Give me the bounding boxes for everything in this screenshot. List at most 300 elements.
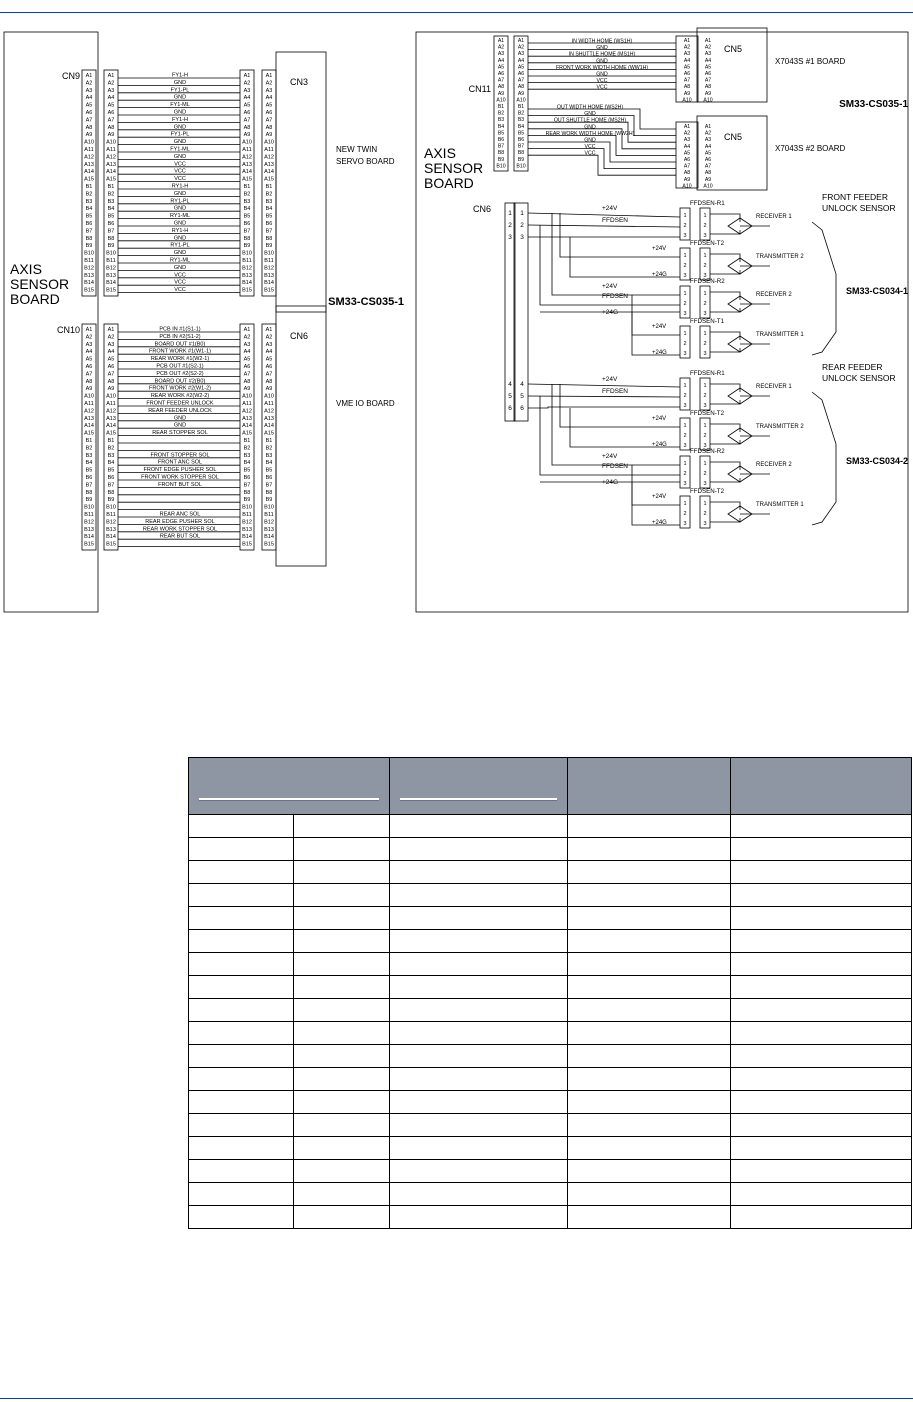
signal-label: GND <box>173 109 187 116</box>
pin-label: A6 <box>265 364 273 370</box>
pin-label: B1 <box>85 438 93 444</box>
pin-label: A5 <box>85 102 93 109</box>
pin-label: A8 <box>517 84 525 91</box>
pin-label: A8 <box>243 124 251 131</box>
net-label: FFDSEN <box>602 388 628 395</box>
signal-label: REAR WORK STOPPER SOL <box>142 526 218 533</box>
pin-label: A12 <box>106 154 116 161</box>
pin-label: B6 <box>497 137 505 143</box>
table-cell <box>189 1137 294 1160</box>
connector-label: FFDSEN-T1 <box>690 318 725 325</box>
pin-label: B5 <box>107 467 115 474</box>
device-label: TRANSMITTER 2 <box>756 424 804 430</box>
table-cell <box>568 1183 731 1206</box>
table-cell <box>390 861 568 884</box>
signal-label: FRONT WORK STOPPER SOL <box>141 474 219 481</box>
pin-label: B8 <box>107 489 115 496</box>
pin-label: A15 <box>84 430 94 437</box>
pin-label: B12 <box>106 265 116 272</box>
pin-label: 2 <box>703 263 707 269</box>
pin-label: 2 <box>703 223 707 229</box>
pin-label: A9 <box>265 386 273 393</box>
wiring-diagram <box>0 0 913 640</box>
pin-label: A13 <box>242 415 252 422</box>
table-cell <box>390 1183 568 1206</box>
net-label: FFDSEN <box>602 463 628 470</box>
pin-label: A10 <box>242 139 252 146</box>
pin-label: A5 <box>107 102 115 109</box>
pin-label: 3 <box>508 234 512 241</box>
table-cell <box>189 1183 294 1206</box>
table-cell <box>189 861 294 884</box>
target-connector-label: CN6 <box>290 331 309 341</box>
signal-wire <box>528 149 676 169</box>
part-number: SM33-CS035-1 <box>328 296 404 308</box>
pin-label: A1 <box>517 38 525 44</box>
signal-label: VCC <box>174 176 186 183</box>
pin-label: B7 <box>243 482 251 489</box>
pin-label: A15 <box>264 176 274 183</box>
signal-label: VCC <box>596 84 608 91</box>
pin-label: B14 <box>106 280 116 287</box>
pin-label: B7 <box>107 482 115 489</box>
table-cell <box>189 930 294 953</box>
pin-label: 2 <box>683 263 687 269</box>
pin-label: A13 <box>106 161 116 168</box>
pin-label: B10 <box>106 504 116 511</box>
pin-label: B1 <box>497 104 505 110</box>
board-label: BOARD <box>10 291 60 307</box>
pin-label: A6 <box>243 364 251 370</box>
pin-label: A4 <box>683 57 691 64</box>
net-label: +24G <box>602 479 619 486</box>
pin-label: 1 <box>703 213 707 219</box>
pin-label: A7 <box>683 77 691 84</box>
pin-label: 2 <box>703 471 707 477</box>
pin-label: A4 <box>497 57 505 64</box>
target-board-label: X7043S #1 BOARD <box>775 57 846 66</box>
pin-label: B15 <box>242 541 252 548</box>
connector-label: CN10 <box>56 325 80 335</box>
pin-label: A9 <box>107 386 115 393</box>
signal-label: GND <box>173 250 187 257</box>
table-row <box>189 999 912 1022</box>
table-cell <box>294 1068 390 1091</box>
pin-label: A9 <box>704 176 712 183</box>
table-cell <box>731 907 912 930</box>
pin-label: 3 <box>683 443 687 449</box>
pin-label: B9 <box>107 243 115 250</box>
pin-label: A11 <box>106 147 116 153</box>
pin-label: 1 <box>683 213 687 219</box>
pin-label: A8 <box>704 84 712 91</box>
pin-label: A7 <box>683 163 691 170</box>
pin-label: A3 <box>497 51 505 58</box>
connector-label: FFDSEN-R2 <box>690 448 725 455</box>
pin-label: B1 <box>107 438 115 444</box>
cn5-label: CN5 <box>724 132 743 142</box>
pin-label: A13 <box>84 415 94 422</box>
signal-label: GND <box>173 415 187 422</box>
table-cell <box>731 861 912 884</box>
table-cell <box>294 1114 390 1137</box>
pin-label: B2 <box>243 191 251 198</box>
net-label: +24V <box>652 494 667 500</box>
pin-label: B4 <box>85 460 93 467</box>
pin-label: 2 <box>703 433 707 439</box>
pin-label: A7 <box>85 117 93 124</box>
table-cell <box>189 1068 294 1091</box>
pin-label: A4 <box>85 349 93 356</box>
pin-label: A7 <box>704 163 712 170</box>
table-cell <box>189 907 294 930</box>
signal-label: REAR ANC SOL <box>159 511 201 518</box>
signal-label: VCC <box>174 287 186 294</box>
pin-label: 1 <box>520 210 524 217</box>
pin-label: A6 <box>704 71 712 77</box>
table-cell <box>568 838 731 861</box>
table-cell <box>294 815 390 838</box>
table-row <box>189 953 912 976</box>
pin-label: B14 <box>242 534 252 541</box>
table-cell <box>294 907 390 930</box>
net-label: +24V <box>652 324 667 330</box>
table-cell <box>568 1022 731 1045</box>
table-cell <box>294 976 390 999</box>
table-cell <box>731 815 912 838</box>
pin-label: A8 <box>265 378 273 385</box>
bracket <box>812 222 836 355</box>
pin-label: B2 <box>243 445 251 452</box>
pin-label: 1 <box>703 331 707 337</box>
sensor-title: UNLOCK SENSOR <box>822 203 896 213</box>
target-board-label: NEW TWIN <box>336 145 378 154</box>
pin-label: B14 <box>106 534 116 541</box>
table-row <box>189 1183 912 1206</box>
pin-label: A3 <box>265 87 273 94</box>
table-cell <box>294 884 390 907</box>
signal-label: OUT SHUTTLE HOME (MS2H) <box>553 117 627 124</box>
table-cell <box>390 1137 568 1160</box>
table-row <box>189 976 912 999</box>
signal-label: GND <box>173 235 187 242</box>
pin-label: B2 <box>517 110 525 117</box>
pin-label: A11 <box>242 401 252 407</box>
pin-label: B2 <box>85 191 93 198</box>
pin-label: 1 <box>703 423 707 429</box>
pin-label: A3 <box>265 341 273 348</box>
pin-label: B15 <box>264 287 274 294</box>
pin-label: A3 <box>704 137 712 144</box>
pin-label: A3 <box>517 51 525 58</box>
board-label: SENSOR <box>424 160 484 176</box>
net-label: FFDSEN <box>602 217 628 224</box>
pin-label: B5 <box>265 467 273 474</box>
pin-label: A6 <box>704 157 712 163</box>
pin-label: 5 <box>508 393 512 400</box>
pin-label: B12 <box>242 519 252 526</box>
table-cell <box>294 1160 390 1183</box>
table-cell <box>390 1114 568 1137</box>
signal-label: GND <box>173 190 187 197</box>
pin-label: A2 <box>243 80 251 87</box>
table-cell <box>390 1206 568 1229</box>
pin-label: A10 <box>264 393 274 400</box>
blank-table <box>188 757 912 1229</box>
net-label: FFDSEN <box>602 293 628 300</box>
signal-label: REAR FEEDER UNLOCK <box>148 407 212 414</box>
table-cell <box>731 838 912 861</box>
pin-label: B11 <box>106 258 116 264</box>
pin-label: A14 <box>106 169 116 176</box>
pin-label: A11 <box>242 147 252 153</box>
signal-wire <box>528 407 680 408</box>
pin-label: B4 <box>243 206 251 213</box>
pin-label: A10 <box>682 183 692 190</box>
pin-label: B4 <box>265 206 273 213</box>
pin-label: B3 <box>517 117 525 124</box>
signal-label: RY1-PL <box>170 198 190 205</box>
pin-label: A2 <box>265 334 273 341</box>
pin-label: A6 <box>265 110 273 116</box>
signal-label: PCB OUT #1(S2-1) <box>156 363 204 370</box>
pin-label: A6 <box>107 110 115 116</box>
signal-label: REAR WORK #1(W2-1) <box>150 356 210 363</box>
pin-label: A3 <box>683 51 691 58</box>
pin-label: A12 <box>242 408 252 415</box>
table-cell <box>731 953 912 976</box>
pin-label: B2 <box>85 445 93 452</box>
pin-label: A5 <box>683 64 691 71</box>
signal-wire <box>528 225 680 227</box>
signal-label: FRONT ANC SOL <box>157 459 203 466</box>
pin-label: A14 <box>106 423 116 430</box>
table-row <box>189 1137 912 1160</box>
pin-label: B8 <box>85 489 93 496</box>
pin-label: A8 <box>683 84 691 91</box>
signal-label: REAR WORK WIDTH HOME (WW2H) <box>545 130 635 137</box>
pin-label: B6 <box>243 221 251 227</box>
net-label: +24G <box>602 309 619 316</box>
pin-label: B9 <box>107 497 115 504</box>
connector-label: FFDSEN-T2 <box>690 488 725 495</box>
pin-label: 2 <box>703 393 707 399</box>
pin-label: A7 <box>107 117 115 124</box>
pin-label: 3 <box>683 521 687 527</box>
pin-label: A3 <box>107 341 115 348</box>
table-cell <box>390 1022 568 1045</box>
pin-label: B8 <box>517 150 525 157</box>
signal-label: RY1-PL <box>170 242 190 249</box>
table-cell <box>390 884 568 907</box>
pin-label: A11 <box>106 401 116 407</box>
board-label: AXIS <box>10 261 42 277</box>
pin-label: 5 <box>520 393 524 400</box>
pin-label: A5 <box>107 356 115 363</box>
device-label: TRANSMITTER 2 <box>756 254 804 260</box>
table-cell <box>731 976 912 999</box>
pin-label: B9 <box>243 497 251 504</box>
net-label: +24G <box>652 350 667 356</box>
pin-label: 6 <box>508 405 512 412</box>
pin-label: A8 <box>243 378 251 385</box>
pin-label: B13 <box>84 526 94 533</box>
pin-label: A5 <box>243 356 251 363</box>
pin-label: B9 <box>497 156 505 163</box>
pin-label: A4 <box>265 349 273 356</box>
part-number: SM33-CS034-2 <box>845 456 908 466</box>
pin-label: 1 <box>703 291 707 297</box>
pin-label: A8 <box>85 378 93 385</box>
signal-wire <box>528 142 676 162</box>
signal-label: PCB IN #2(S1-2) <box>159 333 201 340</box>
pin-label: B14 <box>84 280 94 287</box>
pin-label: 6 <box>520 405 524 412</box>
pin-label: A8 <box>265 124 273 131</box>
pin-label: B12 <box>264 519 274 526</box>
pin-label: A10 <box>703 97 713 104</box>
pin-label: B5 <box>243 467 251 474</box>
pin-label: A6 <box>85 110 93 116</box>
pin-label: B1 <box>243 438 251 444</box>
pin-label: A12 <box>84 408 94 415</box>
table-cell <box>189 1045 294 1068</box>
pin-label: 2 <box>683 511 687 517</box>
footer-rule <box>0 1398 913 1399</box>
pin-label: B6 <box>517 137 525 143</box>
pin-label: A7 <box>265 371 273 378</box>
signal-label: RY1-ML <box>169 257 191 264</box>
pin-label: 2 <box>683 341 687 347</box>
pin-label: B8 <box>85 235 93 242</box>
table-cell <box>189 1114 294 1137</box>
table-cell <box>294 1045 390 1068</box>
pin-label: A11 <box>264 401 274 407</box>
pin-label: 2 <box>683 471 687 477</box>
pin-label: 1 <box>703 461 707 467</box>
pin-label: A6 <box>497 71 505 77</box>
pin-label: 3 <box>520 234 524 241</box>
target-board-box <box>276 52 326 312</box>
pin-label: A5 <box>704 150 712 157</box>
table-cell <box>731 1137 912 1160</box>
pin-label: B7 <box>265 482 273 489</box>
table-cell <box>390 1091 568 1114</box>
sensor-title: FRONT FEEDER <box>822 192 888 202</box>
pin-label: A3 <box>107 87 115 94</box>
pin-label: B13 <box>264 272 274 279</box>
table-cell <box>189 999 294 1022</box>
pin-label: A10 <box>84 139 94 146</box>
part-number: SM33-CS035-1 <box>839 99 908 110</box>
table-cell <box>568 884 731 907</box>
pin-label: A5 <box>243 102 251 109</box>
signal-label: RY1-H <box>171 183 189 190</box>
signal-label: GND <box>173 139 187 146</box>
pin-label: B1 <box>517 104 525 110</box>
table-cell <box>568 907 731 930</box>
signal-label: FY1-H <box>172 116 188 123</box>
pin-label: B8 <box>265 489 273 496</box>
signal-label: FRONT STOPPER SOL <box>150 452 210 459</box>
signal-label: REAR STOPPER SOL <box>152 430 208 437</box>
table-cell <box>294 1022 390 1045</box>
table-cell <box>390 907 568 930</box>
table-header-cell <box>390 758 568 815</box>
signal-label: GND <box>173 422 187 429</box>
pin-label: A14 <box>242 169 252 176</box>
table-cell <box>731 930 912 953</box>
pin-label: B8 <box>107 235 115 242</box>
pin-label: B11 <box>106 512 116 518</box>
pin-label: A2 <box>265 80 273 87</box>
pin-label: B11 <box>242 258 252 264</box>
signal-label: VCC <box>174 161 186 168</box>
table-cell <box>294 1137 390 1160</box>
signal-label: GND <box>584 137 596 144</box>
pin-label: B10 <box>242 504 252 511</box>
pin-label: A6 <box>107 364 115 370</box>
pin-label: B14 <box>264 280 274 287</box>
pin-label: A10 <box>106 139 116 146</box>
pin-label: A1 <box>704 38 712 44</box>
pin-label: 4 <box>508 381 512 388</box>
pin-label: A3 <box>704 51 712 58</box>
pin-label: B12 <box>242 265 252 272</box>
pin-label: A13 <box>106 415 116 422</box>
signal-label: BOARD OUT #1(B0) <box>154 341 206 348</box>
connector-label: FFDSEN-R1 <box>690 370 725 377</box>
table-header-cell <box>189 758 390 815</box>
signal-label: REAR WORK #2(W2-2) <box>150 393 210 400</box>
pin-label: A6 <box>85 364 93 370</box>
table-cell <box>731 1045 912 1068</box>
pin-label: B10 <box>264 250 274 257</box>
pin-label: A8 <box>704 170 712 177</box>
net-label: +24G <box>652 272 667 278</box>
pin-label: A9 <box>85 132 93 139</box>
signal-label: VCC <box>584 144 596 151</box>
pin-label: A9 <box>243 132 251 139</box>
pin-label: A8 <box>107 124 115 131</box>
pin-label: B9 <box>265 497 273 504</box>
pin-label: 3 <box>683 481 687 487</box>
table-row <box>189 861 912 884</box>
pin-label: A4 <box>85 95 93 102</box>
table-cell <box>568 861 731 884</box>
pin-label: A10 <box>242 393 252 400</box>
net-label: +24G <box>652 520 667 526</box>
sensor-title: REAR FEEDER <box>822 362 883 372</box>
pin-label: 2 <box>683 223 687 229</box>
table-cell <box>731 1160 912 1183</box>
pin-label: B6 <box>107 475 115 481</box>
pin-label: A9 <box>497 90 505 97</box>
pin-label: A8 <box>107 378 115 385</box>
signal-label: OUT WIDTH HOME (WS2H) <box>556 104 624 111</box>
pin-label: 2 <box>508 222 512 229</box>
signal-label: GND <box>173 124 187 131</box>
table-cell <box>568 815 731 838</box>
pin-label: A15 <box>106 176 116 183</box>
pin-label: A6 <box>683 71 691 77</box>
pin-label: A12 <box>84 154 94 161</box>
pin-label: B10 <box>106 250 116 257</box>
pin-label: A4 <box>107 95 115 102</box>
connector-label: FFDSEN-R1 <box>690 200 725 207</box>
table-row <box>189 907 912 930</box>
pin-label: A13 <box>264 415 274 422</box>
